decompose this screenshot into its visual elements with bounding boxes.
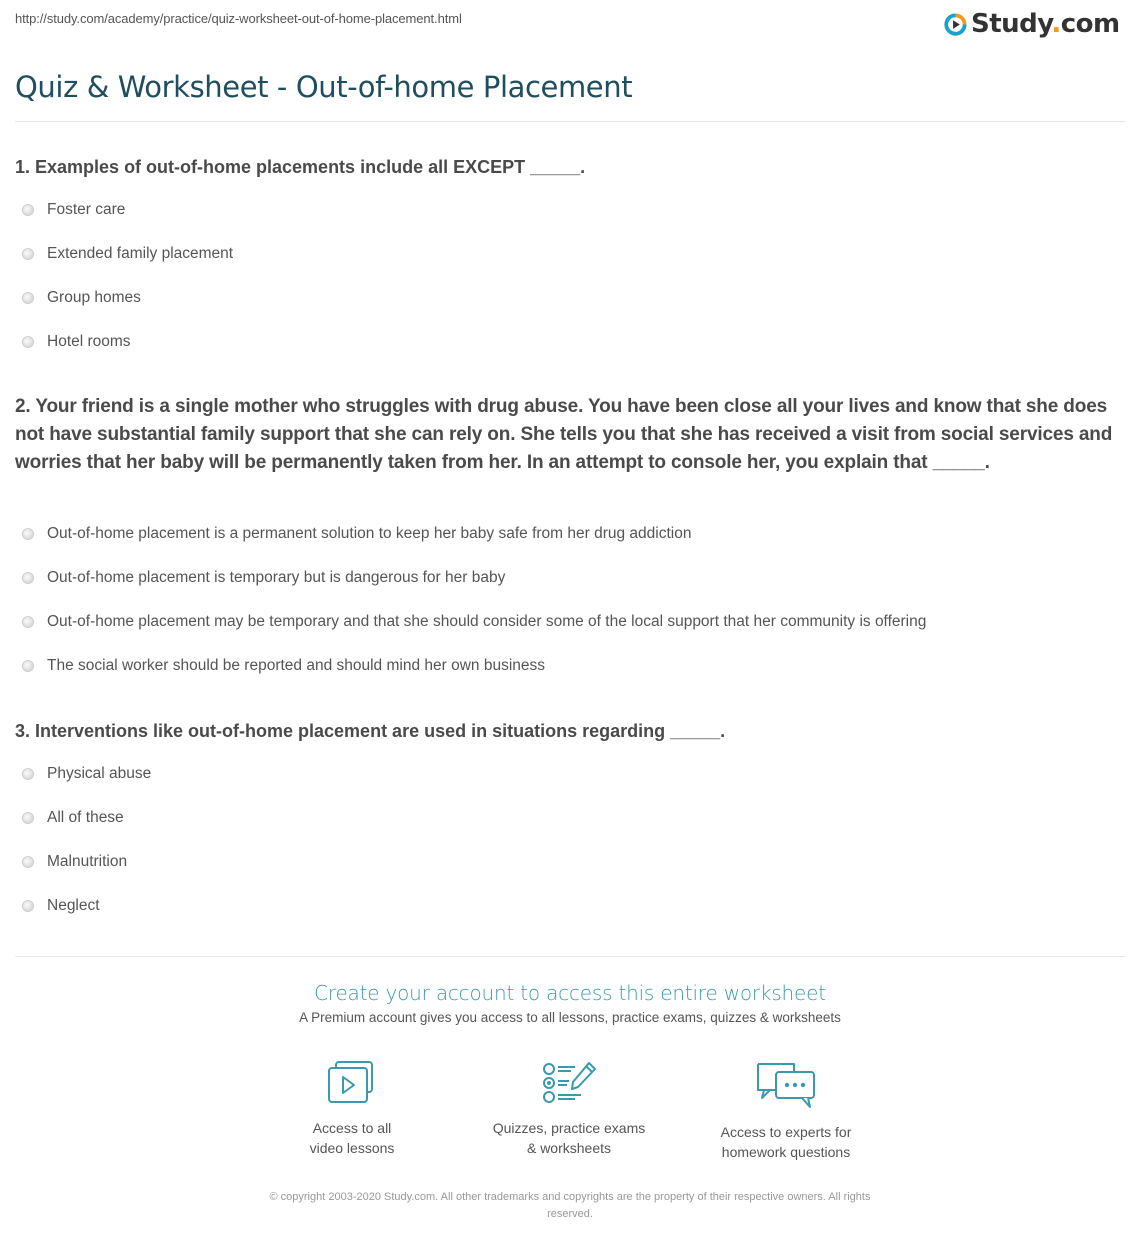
video-lessons-icon <box>252 1060 452 1106</box>
q2-option-4[interactable] <box>22 655 545 677</box>
q1-option-3[interactable] <box>22 287 141 309</box>
radio-button[interactable] <box>22 812 34 824</box>
radio-button[interactable] <box>22 856 34 868</box>
option-label: Malnutrition <box>47 853 128 870</box>
page-url: http://study.com/academy/practice/quiz-worksheet-out-of-home-placement.html <box>15 11 462 26</box>
option-label: Out-of-home placement may be temporary and that she should consider some of the local support that her community is offering <box>47 613 927 630</box>
copyright-footer <box>210 1189 930 1223</box>
title-divider <box>15 121 1125 122</box>
feature-label-line2: homework questions <box>721 1144 851 1160</box>
feature-experts <box>686 1060 886 1162</box>
study-logo[interactable] <box>944 8 1120 40</box>
feature-label-line1: Access to experts for <box>720 1124 852 1140</box>
option-label: Group homes <box>47 289 141 306</box>
option-label: Out-of-home placement is temporary but is dangerous for her baby <box>47 569 506 586</box>
feature-label-line2: & worksheets <box>526 1140 612 1156</box>
option-label: Neglect <box>47 897 100 914</box>
feature-quizzes <box>469 1060 669 1158</box>
radio-button[interactable] <box>22 572 34 584</box>
option-label: All of these <box>47 809 124 826</box>
radio-button[interactable] <box>22 292 34 304</box>
option-label: Hotel rooms <box>47 333 131 350</box>
copyright-line2: reserved. <box>547 1208 593 1220</box>
quiz-checklist-icon <box>469 1060 669 1106</box>
q3-option-4[interactable] <box>22 895 100 917</box>
create-account-link[interactable]: Create your account to access this entire worksheet <box>314 981 826 1005</box>
radio-button[interactable] <box>22 336 34 348</box>
play-circle-icon <box>944 13 967 36</box>
option-label: The social worker should be reported and should mind her own business <box>47 657 546 674</box>
q2-option-3[interactable] <box>22 611 926 633</box>
question-1: 1. Examples of out-of-home placements include all EXCEPT _____. <box>15 157 586 177</box>
question-3: 3. Interventions like out-of-home placement are used in situations regarding _____. <box>15 721 726 741</box>
logo-text: Study.com <box>971 9 1120 39</box>
q3-option-3[interactable] <box>22 851 127 873</box>
q3-option-1[interactable] <box>22 763 151 785</box>
radio-button[interactable] <box>22 900 34 912</box>
page-title: Quiz & Worksheet - Out-of-home Placement <box>15 70 633 104</box>
option-label: Physical abuse <box>47 765 152 782</box>
radio-button[interactable] <box>22 204 34 216</box>
feature-label-line1: Access to all <box>312 1120 392 1136</box>
chat-bubbles-icon <box>686 1060 886 1110</box>
feature-video-lessons <box>252 1060 452 1158</box>
q2-option-1[interactable] <box>22 523 691 545</box>
quiz-divider <box>15 956 1125 957</box>
radio-button[interactable] <box>22 660 34 672</box>
q3-option-2[interactable] <box>22 807 124 829</box>
question-2: 2. Your friend is a single mother who struggles with drug abuse. You have been close all your lives and know that she does not have substantial family support that she can rely on. She tells you that she has received a visit from social services and worries that her baby will be permanently taken from her. In an attempt to console her, you explain that _____. <box>15 396 1113 473</box>
option-label: Out-of-home placement is a permanent solution to keep her baby safe from her drug addiction <box>47 525 692 542</box>
radio-button[interactable] <box>22 616 34 628</box>
option-label: Extended family placement <box>47 245 234 262</box>
copyright-line1: © copyright 2003-2020 Study.com. All other trademarks and copyrights are the property of their respective owners. All rights <box>269 1191 871 1203</box>
option-label: Foster care <box>47 201 126 218</box>
radio-button[interactable] <box>22 768 34 780</box>
radio-button[interactable] <box>22 528 34 540</box>
premium-subtitle: A Premium account gives you access to all lessons, practice exams, quizzes & worksheets <box>299 1010 841 1025</box>
q2-option-2[interactable] <box>22 567 505 589</box>
q1-option-1[interactable] <box>22 199 125 221</box>
feature-label-line1: Quizzes, practice exams <box>492 1120 646 1136</box>
q1-option-4[interactable] <box>22 331 131 353</box>
q1-option-2[interactable] <box>22 243 233 265</box>
feature-label-line2: video lessons <box>309 1140 395 1156</box>
radio-button[interactable] <box>22 248 34 260</box>
